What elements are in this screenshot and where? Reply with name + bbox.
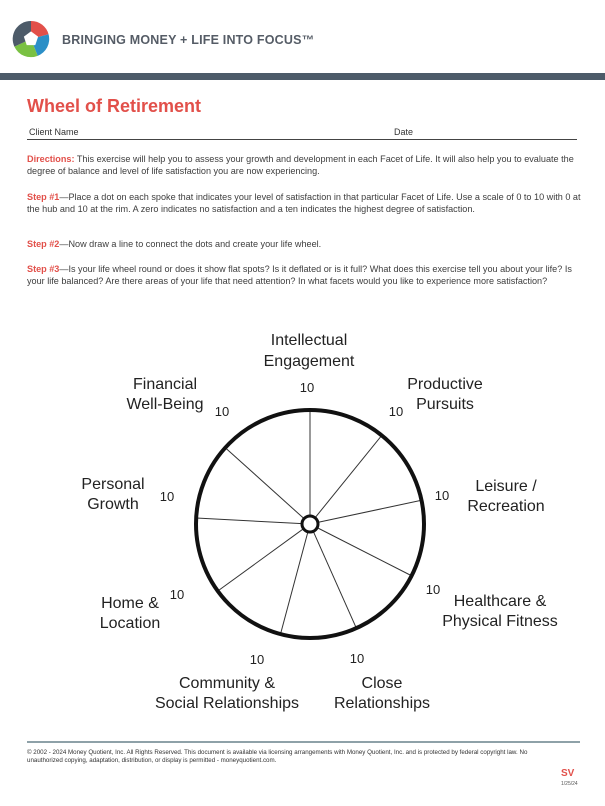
facet-label-line1: Community & xyxy=(178,675,276,692)
rim-value-label: 10 xyxy=(214,404,230,419)
step2-label: Step #2 xyxy=(27,239,60,249)
wheel-spoke xyxy=(317,528,411,576)
facet-label-line1: Close xyxy=(361,675,403,692)
facet-label-line2: Social Relationships xyxy=(154,695,300,712)
copyright-notice: © 2002 - 2024 Money Quotient, Inc. All Rights Reserved. This document is available via licensing arrangements with Money Quotient, Inc. and is protected by federal copyright law. No unauthorized copying, adaptation, distribution, or display is permitted - moneyquotient.com. xyxy=(27,749,528,764)
step1-text: —Place a dot on each spoke that indicates your level of satisfaction in that particular Facet of Life. Use a scale of 0 to 10 with 0 at the hub and 10 at the rim. A zero indicates no satisfaction and a ten indicates the highest degree of satisfaction. xyxy=(27,192,581,214)
rim-value-label: 10 xyxy=(425,582,441,597)
directions-paragraph xyxy=(27,153,582,177)
step3-label: Step #3 xyxy=(27,264,60,274)
rim-value-label: 10 xyxy=(388,404,404,419)
brand-logo-icon xyxy=(12,20,50,58)
wheel-spoke xyxy=(315,435,382,517)
step1-paragraph xyxy=(27,191,582,215)
step3-text: —Is your life wheel round or does it show flat spots? Is it deflated or is it full? What does this exercise tell you about your life? Is your life balanced? Are there areas of your life that need attention? In what facets would you like to experience more satisfaction? xyxy=(27,264,572,286)
wheel-spoke xyxy=(218,529,304,591)
client-name-label: Client Name xyxy=(29,127,79,137)
rim-value-label: 10 xyxy=(299,380,315,395)
rim-value-label: 10 xyxy=(349,651,365,666)
footer-divider xyxy=(27,741,580,743)
retirement-wheel-diagram xyxy=(0,310,605,730)
date-label: Date xyxy=(394,127,414,137)
document-code-badge: SV xyxy=(561,768,575,779)
directions-text: This exercise will help you to assess your growth and development in each Facet of Life. It will also help you to evaluate the degree of balance and level of life satisfaction you are now experiencing. xyxy=(27,154,574,176)
header-divider-bar xyxy=(0,73,605,80)
step3-paragraph xyxy=(27,263,582,287)
wheel-spoke xyxy=(225,448,304,519)
facet-label-line2: Well-Being xyxy=(126,396,204,413)
wheel-spoke xyxy=(313,531,356,628)
facet-label-line1: Leisure / xyxy=(475,478,537,495)
brand-tagline: BRINGING MONEY + LIFE INTO FOCUS™ xyxy=(62,33,315,47)
wheel-spoke xyxy=(196,518,302,524)
facet-label-line2: Engagement xyxy=(263,353,355,370)
facet-label-line2: Growth xyxy=(87,496,139,513)
facet-label-line1: Home & xyxy=(101,595,159,612)
name-date-line xyxy=(27,139,577,140)
facet-label-line1: Productive xyxy=(407,376,483,393)
facet-label-line2: Physical Fitness xyxy=(442,613,558,630)
facet-label-line1: Healthcare & xyxy=(453,593,547,610)
rim-value-label: 10 xyxy=(434,488,450,503)
facet-label-line1: Personal xyxy=(81,476,145,493)
document-version-date: 1/25/24 xyxy=(561,781,578,787)
facet-label-line2: Recreation xyxy=(467,498,545,515)
directions-label: Directions: xyxy=(27,154,75,164)
step1-label: Step #1 xyxy=(27,192,60,202)
facet-label-line2: Relationships xyxy=(333,695,431,712)
wheel-spoke xyxy=(318,500,422,522)
rim-value-label: 10 xyxy=(249,652,265,667)
page-title: Wheel of Retirement xyxy=(27,96,202,116)
wheel-spoke xyxy=(280,532,307,634)
step2-paragraph xyxy=(27,238,582,250)
facet-label-line2: Pursuits xyxy=(416,396,474,413)
facet-label-line1: Financial xyxy=(132,376,198,393)
wheel-hub xyxy=(302,516,318,532)
rim-value-label: 10 xyxy=(169,587,185,602)
step2-text: —Now draw a line to connect the dots and create your life wheel. xyxy=(59,239,322,249)
facet-label-line2: Location xyxy=(99,615,161,632)
rim-value-label: 10 xyxy=(159,489,175,504)
facet-label-line1: Intellectual xyxy=(270,332,348,349)
